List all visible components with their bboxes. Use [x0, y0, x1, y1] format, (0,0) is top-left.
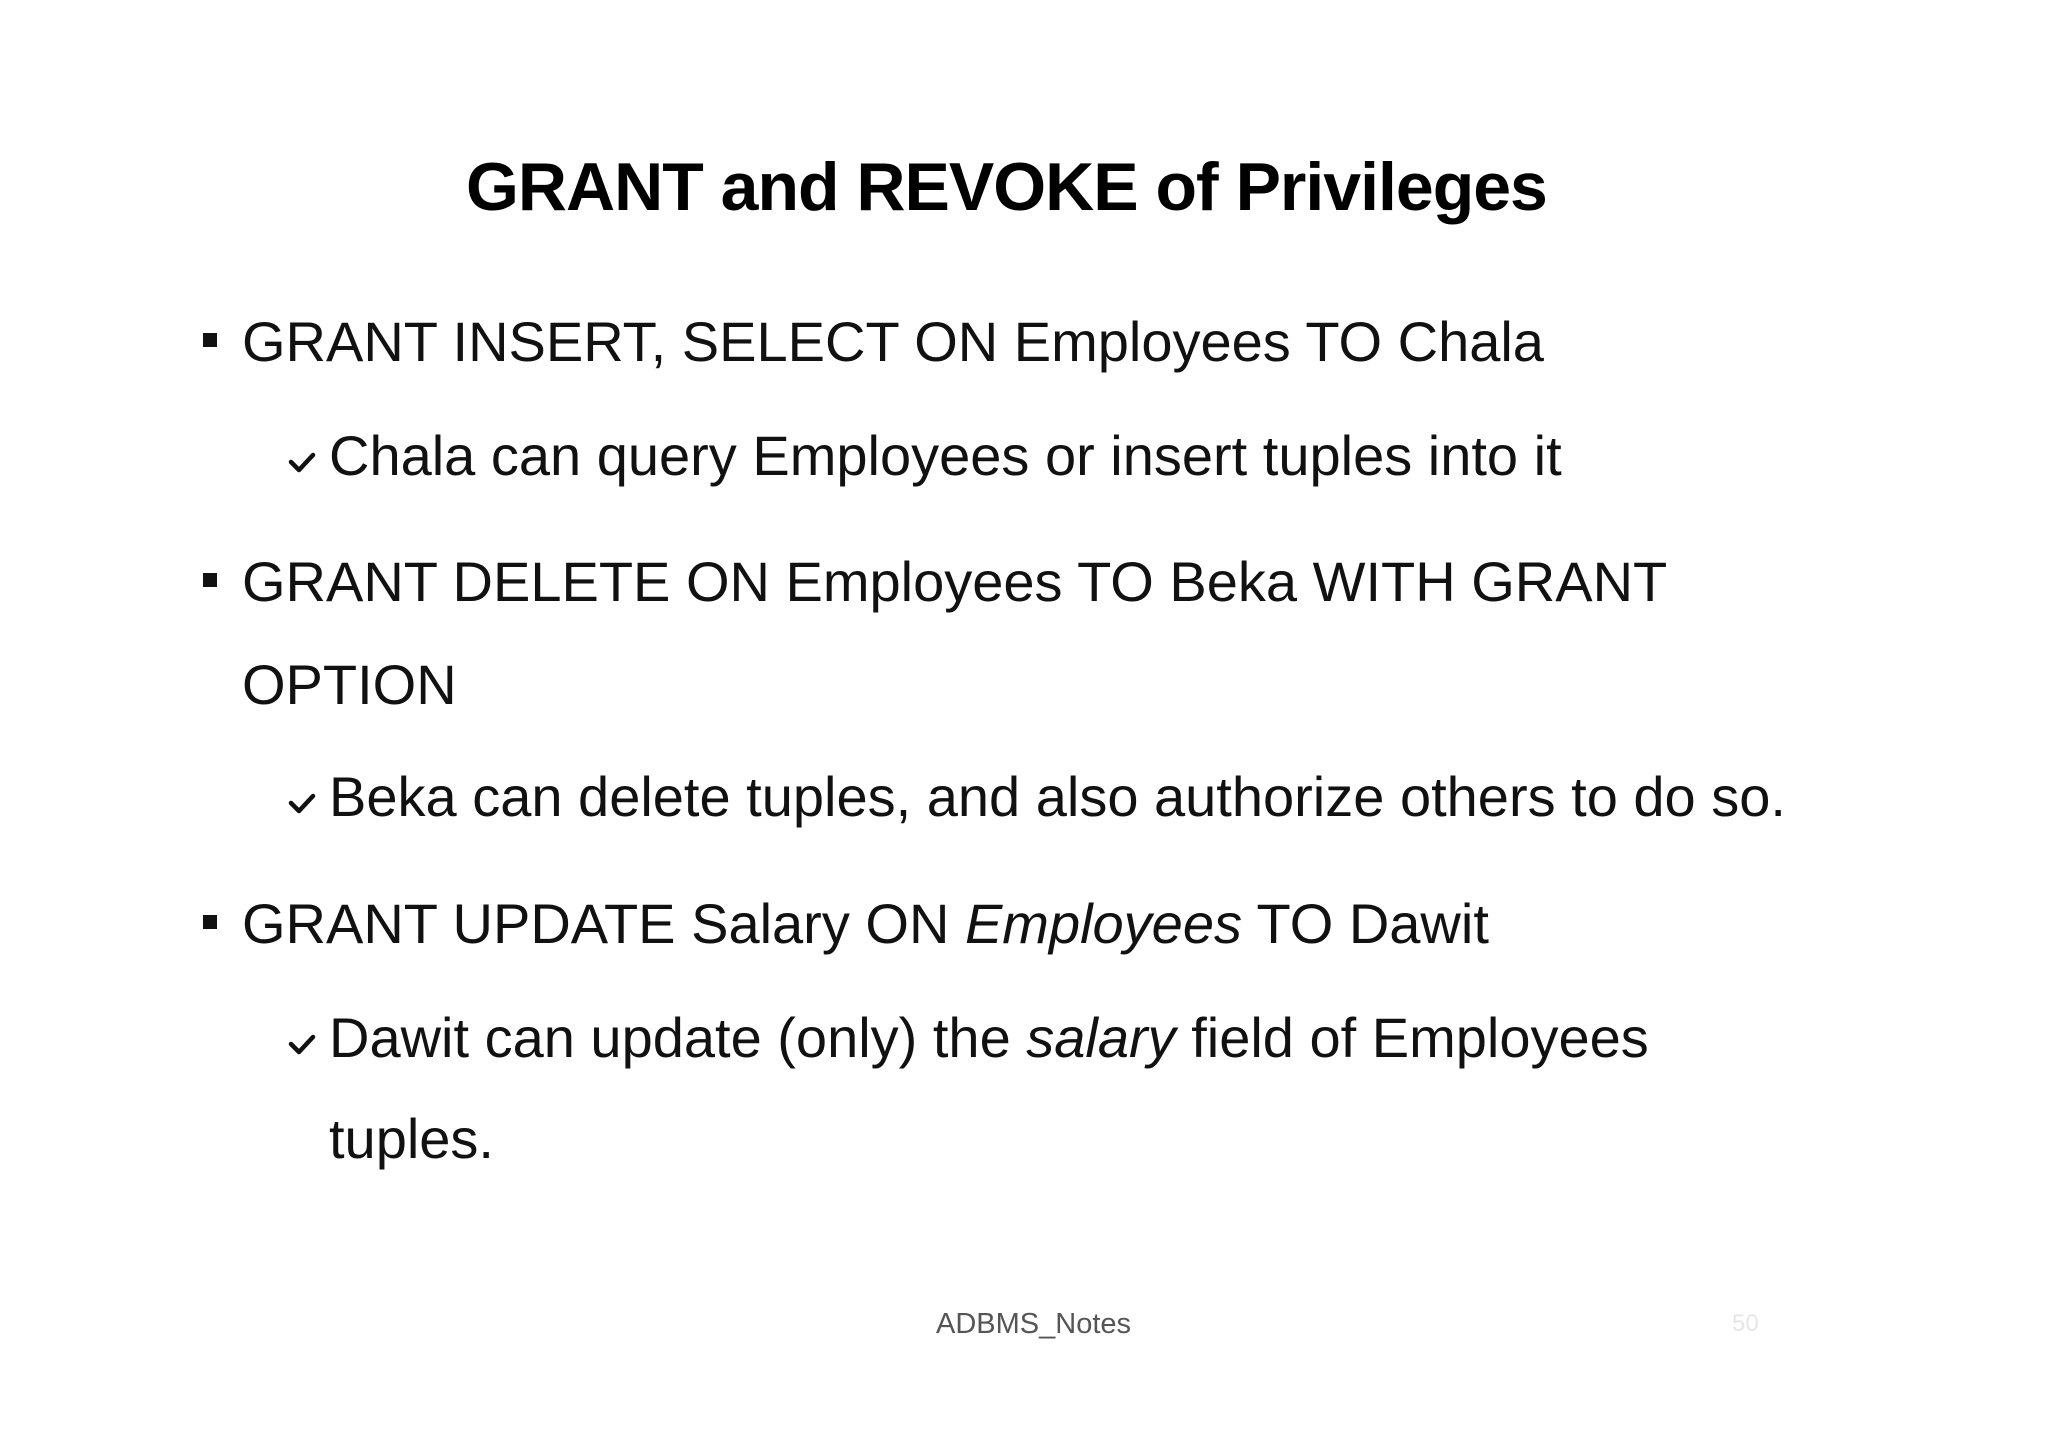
checkmark-icon: [288, 448, 316, 476]
square-bullet-icon: [203, 573, 217, 587]
grant-note-3-cont: tuples.: [329, 1107, 494, 1170]
grant-note-3: [329, 1006, 1649, 1069]
page-number: 50: [1732, 1310, 1759, 1337]
grant-statement-2-cont: OPTION: [242, 653, 457, 716]
grant-statement-1: GRANT INSERT, SELECT ON Employees TO Chala: [242, 310, 1544, 373]
statement-table-name: Employees: [964, 892, 1242, 955]
footer-text: ADBMS_Notes: [936, 1308, 1132, 1340]
grant-statement-3: [242, 892, 1489, 955]
grant-note-1: Chala can query Employees or insert tuples into it: [329, 424, 1562, 487]
statement-text: TO Dawit: [1241, 892, 1489, 955]
note-text: field of Employees: [1175, 1006, 1649, 1069]
note-field-name: salary: [1026, 1006, 1176, 1069]
grant-statement-2: GRANT DELETE ON Employees TO Beka WITH GRANT: [242, 550, 1668, 613]
square-bullet-icon: [203, 333, 217, 347]
statement-text: GRANT UPDATE Salary ON: [242, 892, 965, 955]
grant-note-2: Beka can delete tuples, and also authorize others to do so.: [329, 765, 1786, 828]
slide-title: GRANT and REVOKE of Privileges: [466, 149, 1547, 225]
checkmark-icon: [288, 1030, 316, 1058]
checkmark-icon: [288, 789, 316, 817]
square-bullet-icon: [203, 915, 217, 929]
note-text: Dawit can update (only) the: [329, 1006, 1027, 1069]
